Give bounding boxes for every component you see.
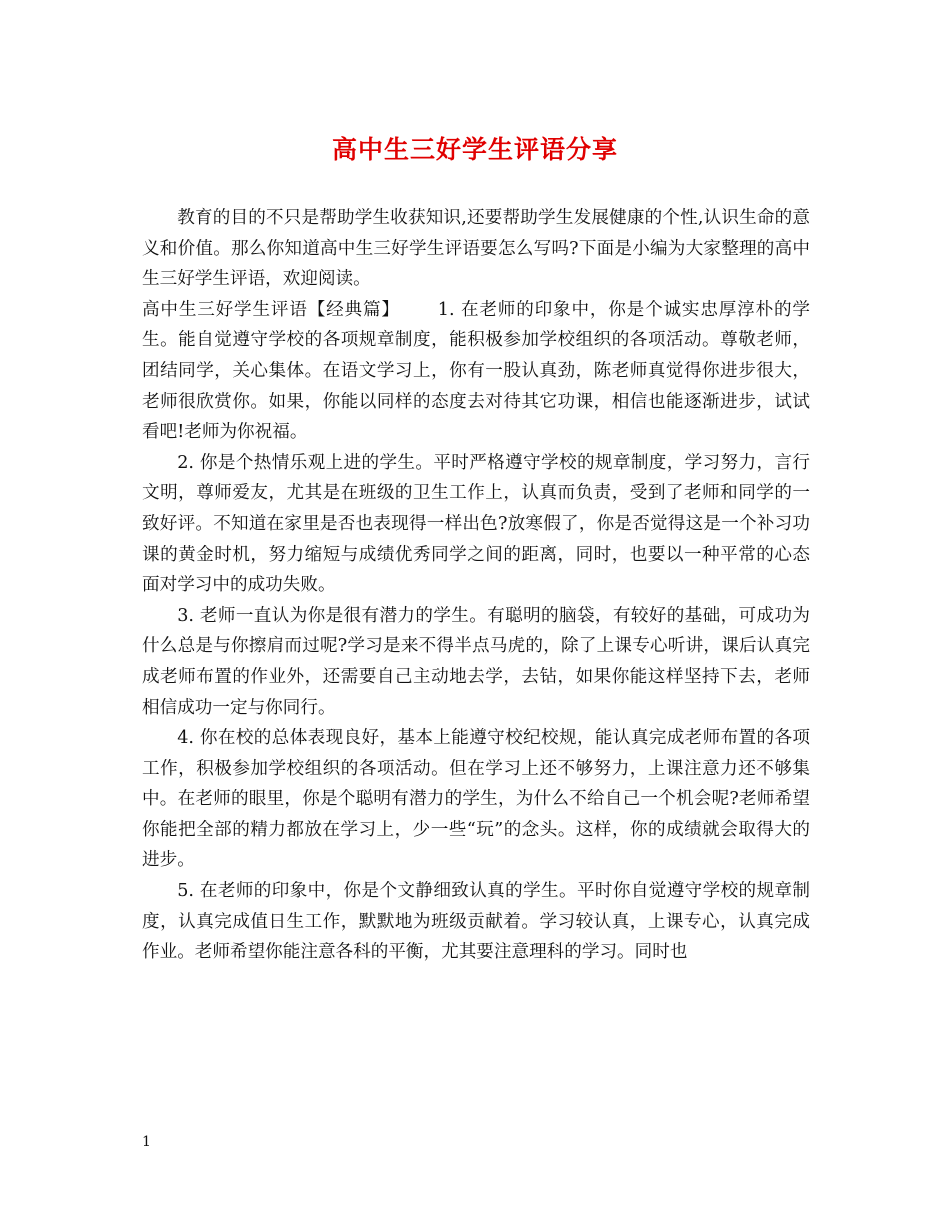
comment-paragraph-1: 1. 在老师的印象中，你是个诚实忠厚淳朴的学生。能自觉遵守学校的各项规章制度，能积极参加学校组织的各项活动。尊敬老师，团结同学，关心集体。在语文学习上，你有一股认真劲，陈老师真觉得你进步很大，老师很欣赏你。如果，你能以同样的态度去对待其它功课，相信也能逐渐进步，试试看吧!老师为你祝福。 xyxy=(142,299,810,443)
document-title: 高中生三好学生评语分享 xyxy=(331,135,618,164)
comment-paragraph-4: 4. 你在校的总体表现良好，基本上能遵守校纪校规，能认真完成老师布置的各项工作，积极参加学校组织的各项活动。但在学习上还不够努力，上课注意力还不够集中。在老师的眼里，你是个聪明有潜力的学生，为什么不给自己一个机会呢?老师希望你能把全部的精力都放在学习上，少一些“玩”的念头。这样，你的成绩就会取得大的进步。 xyxy=(142,728,810,871)
intro-paragraph: 教育的目的不只是帮助学生收获知识,还要帮助学生发展健康的个性,认识生命的意义和价值。那么你知道高中生三好学生评语要怎么写吗?下面是小编为大家整理的高中生三好学生评语，欢迎阅读。 xyxy=(142,208,810,290)
comment-paragraph-3: 3. 老师一直认为你是很有潜力的学生。有聪明的脑袋，有较好的基础，可成功为什么总是与你擦肩而过呢?学习是来不得半点马虎的，除了上课专心听讲，课后认真完成老师布置的作业外，还需要自己主动地去学，去钻，如果你能这样坚持下去，老师相信成功一定与你同行。 xyxy=(142,605,810,718)
page-number: 1 xyxy=(142,1134,151,1150)
section-heading: 高中生三好学生评语【经典篇】 xyxy=(142,299,400,320)
comment-paragraph-2: 2. 你是个热情乐观上进的学生。平时严格遵守学校的规章制度，学习努力，言行文明，尊师爱友，尤其是在班级的卫生工作上，认真而负责，受到了老师和同学的一致好评。不知道在家里是否也表现得一样出色?放寒假了，你是否觉得这是一个补习功课的黄金时机，努力缩短与成绩优秀同学之间的距离，同时，也要以一种平常的心态面对学习中的成功失败。 xyxy=(142,452,810,596)
comment-paragraph-5: 5. 在老师的印象中，你是个文静细致认真的学生。平时你自觉遵守学校的规章制度，认真完成值日生工作，默默地为班级贡献着。学习较认真，上课专心，认真完成作业。老师希望你能注意各科的平衡，尤其要注意理科的学习。同时也 xyxy=(142,881,810,963)
first-comment-paragraph xyxy=(142,295,810,448)
document-body xyxy=(142,203,810,968)
